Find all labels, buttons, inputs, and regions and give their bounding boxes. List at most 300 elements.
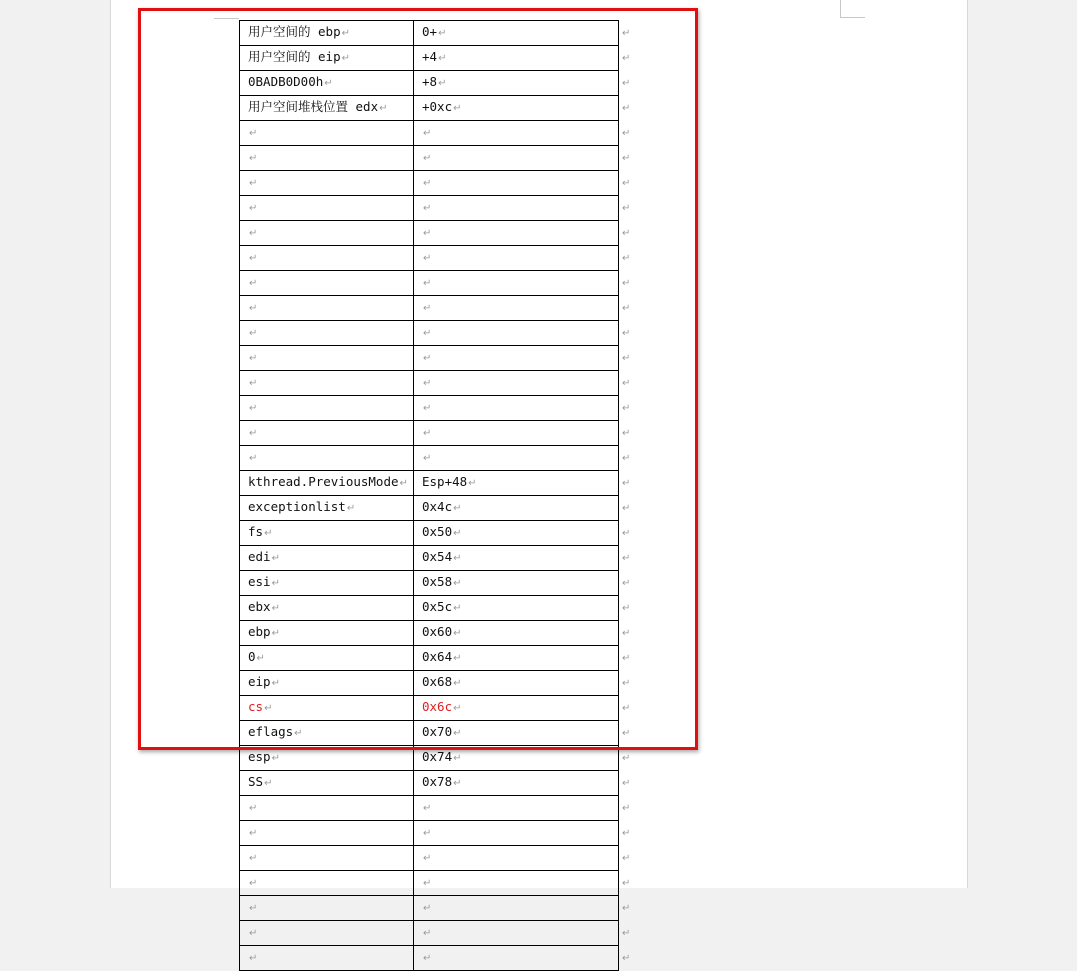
- paragraph-mark-icon: ↵: [271, 753, 280, 764]
- row-end-mark-icon: ↵: [622, 778, 631, 789]
- paragraph-mark-icon: ↵: [423, 278, 432, 289]
- cell-text: 用户空间的 ebp: [248, 24, 341, 39]
- row-end-mark-icon: ↵: [622, 503, 631, 514]
- table-row: [240, 796, 637, 821]
- cell-offset[interactable]: [414, 821, 619, 846]
- cell-field-name[interactable]: [240, 46, 414, 71]
- cell-text: 0x64: [422, 649, 453, 664]
- table-row: [240, 746, 637, 771]
- table-row: [240, 246, 637, 271]
- table-row: [240, 121, 637, 146]
- row-end-marker: [619, 446, 637, 471]
- cell-field-name[interactable]: [240, 621, 414, 646]
- cell-offset[interactable]: [414, 596, 619, 621]
- stack-layout-table[interactable]: [239, 20, 637, 971]
- cell-offset[interactable]: [414, 321, 619, 346]
- row-end-marker: [619, 646, 637, 671]
- cell-field-name[interactable]: [240, 71, 414, 96]
- row-end-mark-icon: ↵: [622, 528, 631, 539]
- row-end-mark-icon: ↵: [622, 78, 631, 89]
- cell-offset[interactable]: [414, 446, 619, 471]
- cell-field-name[interactable]: [240, 646, 414, 671]
- table-row: [240, 596, 637, 621]
- cell-text: 0x4c: [422, 499, 453, 514]
- table-row: [240, 871, 637, 896]
- cell-offset[interactable]: [414, 171, 619, 196]
- row-end-marker: [619, 671, 637, 696]
- table-row: [240, 71, 637, 96]
- paragraph-mark-icon: ↵: [249, 428, 258, 439]
- cell-text: cs: [248, 699, 264, 714]
- paragraph-mark-icon: ↵: [249, 403, 258, 414]
- paragraph-mark-icon: ↵: [423, 878, 432, 889]
- cell-text: 用户空间的 eip: [248, 49, 341, 64]
- row-end-marker: [619, 46, 637, 71]
- row-end-mark-icon: ↵: [622, 453, 631, 464]
- row-end-marker: [619, 371, 637, 396]
- table-row: [240, 421, 637, 446]
- table-row: [240, 271, 637, 296]
- paragraph-mark-icon: ↵: [346, 503, 356, 514]
- row-end-marker: [619, 396, 637, 421]
- table-row: [240, 446, 637, 471]
- cell-text: +8: [422, 74, 438, 89]
- paragraph-mark-icon: ↵: [264, 703, 273, 714]
- cell-field-name[interactable]: [240, 496, 414, 521]
- row-end-marker: [619, 571, 637, 596]
- paragraph-mark-icon: ↵: [249, 153, 258, 164]
- table-row: [240, 196, 637, 221]
- row-end-mark-icon: ↵: [622, 478, 631, 489]
- row-end-mark-icon: ↵: [622, 903, 631, 914]
- paragraph-mark-icon: ↵: [249, 128, 258, 139]
- cell-field-name[interactable]: [240, 96, 414, 121]
- paragraph-mark-icon: ↵: [423, 328, 432, 339]
- row-end-marker: [619, 221, 637, 246]
- paragraph-mark-icon: ↵: [423, 153, 432, 164]
- cell-field-name[interactable]: [240, 896, 414, 921]
- cell-offset[interactable]: [414, 671, 619, 696]
- cell-field-name[interactable]: [240, 846, 414, 871]
- row-end-marker: [619, 721, 637, 746]
- row-end-mark-icon: ↵: [622, 378, 631, 389]
- row-end-mark-icon: ↵: [622, 653, 631, 664]
- row-end-mark-icon: ↵: [622, 303, 631, 314]
- row-end-marker: [619, 596, 637, 621]
- paragraph-mark-icon: ↵: [341, 53, 350, 64]
- cell-field-name[interactable]: [240, 821, 414, 846]
- cell-offset[interactable]: [414, 46, 619, 71]
- row-end-mark-icon: ↵: [622, 278, 631, 289]
- row-end-marker: [619, 821, 637, 846]
- cell-offset[interactable]: [414, 346, 619, 371]
- cell-text: eflags: [248, 724, 294, 739]
- cell-text: fs: [248, 524, 264, 539]
- cell-text: 0x60: [422, 624, 453, 639]
- row-end-marker: [619, 421, 637, 446]
- row-end-mark-icon: ↵: [622, 678, 631, 689]
- cell-field-name[interactable]: [240, 171, 414, 196]
- row-end-marker: [619, 321, 637, 346]
- table-row: [240, 521, 637, 546]
- cell-field-name[interactable]: [240, 421, 414, 446]
- row-end-marker: [619, 796, 637, 821]
- cell-field-name[interactable]: [240, 571, 414, 596]
- row-end-marker: [619, 71, 637, 96]
- cell-field-name[interactable]: [240, 246, 414, 271]
- row-end-mark-icon: ↵: [622, 603, 631, 614]
- paragraph-mark-icon: ↵: [423, 803, 432, 814]
- cell-field-name[interactable]: [240, 746, 414, 771]
- cell-offset[interactable]: [414, 896, 619, 921]
- paragraph-mark-icon: ↵: [438, 53, 447, 64]
- cell-offset[interactable]: [414, 121, 619, 146]
- cell-text: exceptionlist: [248, 499, 346, 514]
- cell-offset[interactable]: [414, 696, 619, 721]
- row-end-mark-icon: ↵: [622, 853, 631, 864]
- paragraph-mark-icon: ↵: [453, 678, 462, 689]
- paragraph-mark-icon: ↵: [249, 328, 258, 339]
- row-end-marker: [619, 546, 637, 571]
- row-end-mark-icon: ↵: [622, 53, 631, 64]
- row-end-marker: [619, 946, 637, 971]
- cell-text: 0+: [422, 24, 438, 39]
- cell-offset[interactable]: [414, 221, 619, 246]
- cell-offset[interactable]: [414, 271, 619, 296]
- margin-corner-mark-left: [214, 18, 239, 19]
- paragraph-mark-icon: ↵: [468, 478, 477, 489]
- cell-offset[interactable]: [414, 146, 619, 171]
- cell-text: ebp: [248, 624, 271, 639]
- cell-offset[interactable]: [414, 846, 619, 871]
- table-row: [240, 96, 637, 121]
- cell-offset[interactable]: [414, 396, 619, 421]
- table-row: [240, 21, 637, 46]
- row-end-mark-icon: ↵: [622, 178, 631, 189]
- cell-text: 0x70: [422, 724, 453, 739]
- paragraph-mark-icon: ↵: [379, 103, 388, 114]
- cell-offset[interactable]: [414, 646, 619, 671]
- cell-offset[interactable]: [414, 946, 619, 971]
- row-end-mark-icon: ↵: [622, 578, 631, 589]
- table-row: [240, 846, 637, 871]
- table-row: [240, 771, 637, 796]
- row-end-marker: [619, 846, 637, 871]
- paragraph-mark-icon: ↵: [256, 653, 265, 664]
- cell-field-name[interactable]: [240, 221, 414, 246]
- row-end-mark-icon: ↵: [622, 353, 631, 364]
- cell-text: 0: [248, 649, 256, 664]
- cell-text: SS: [248, 774, 264, 789]
- table-row: [240, 646, 637, 671]
- paragraph-mark-icon: ↵: [249, 203, 258, 214]
- row-end-marker: [619, 496, 637, 521]
- cell-field-name[interactable]: [240, 796, 414, 821]
- paragraph-mark-icon: ↵: [453, 753, 462, 764]
- paragraph-mark-icon: ↵: [271, 553, 280, 564]
- row-end-marker: [619, 346, 637, 371]
- paragraph-mark-icon: ↵: [249, 253, 258, 264]
- cell-offset[interactable]: [414, 296, 619, 321]
- cell-text: esp: [248, 749, 271, 764]
- paragraph-mark-icon: ↵: [249, 278, 258, 289]
- row-end-mark-icon: ↵: [622, 228, 631, 239]
- cell-field-name[interactable]: [240, 921, 414, 946]
- cell-text: ebx: [248, 599, 271, 614]
- paragraph-mark-icon: ↵: [249, 353, 258, 364]
- table-row: [240, 896, 637, 921]
- cell-text: 0x74: [422, 749, 453, 764]
- cell-field-name[interactable]: [240, 596, 414, 621]
- paragraph-mark-icon: ↵: [438, 28, 447, 39]
- cell-field-name[interactable]: [240, 771, 414, 796]
- cell-field-name[interactable]: [240, 121, 414, 146]
- table-row: [240, 221, 637, 246]
- cell-text: 0x6c: [422, 699, 453, 714]
- paragraph-mark-icon: ↵: [249, 228, 258, 239]
- paragraph-mark-icon: ↵: [423, 253, 432, 264]
- row-end-marker: [619, 246, 637, 271]
- row-end-marker: [619, 871, 637, 896]
- cell-offset[interactable]: [414, 421, 619, 446]
- cell-text: 0BADB0D00h: [248, 74, 324, 89]
- row-end-mark-icon: ↵: [622, 103, 631, 114]
- paragraph-mark-icon: ↵: [423, 303, 432, 314]
- table-row: [240, 671, 637, 696]
- cell-offset[interactable]: [414, 196, 619, 221]
- table-row: [240, 346, 637, 371]
- paragraph-mark-icon: ↵: [423, 178, 432, 189]
- cell-text: esi: [248, 574, 271, 589]
- table-row: [240, 471, 637, 496]
- row-end-marker: [619, 171, 637, 196]
- paragraph-mark-icon: ↵: [453, 553, 462, 564]
- table-row: [240, 921, 637, 946]
- paragraph-mark-icon: ↵: [453, 103, 462, 114]
- paragraph-mark-icon: ↵: [453, 778, 462, 789]
- cell-offset[interactable]: [414, 771, 619, 796]
- row-end-marker: [619, 621, 637, 646]
- row-end-marker: [619, 921, 637, 946]
- cell-text: 0x5c: [422, 599, 453, 614]
- paragraph-mark-icon: ↵: [453, 528, 462, 539]
- paragraph-mark-icon: ↵: [423, 828, 432, 839]
- row-end-mark-icon: ↵: [622, 803, 631, 814]
- table-row: [240, 621, 637, 646]
- cell-field-name[interactable]: [240, 471, 414, 496]
- cell-field-name[interactable]: [240, 296, 414, 321]
- paragraph-mark-icon: ↵: [324, 78, 333, 89]
- paragraph-mark-icon: ↵: [249, 828, 258, 839]
- cell-offset[interactable]: [414, 496, 619, 521]
- paragraph-mark-icon: ↵: [249, 803, 258, 814]
- row-end-mark-icon: ↵: [622, 153, 631, 164]
- cell-offset[interactable]: [414, 371, 619, 396]
- row-end-marker: [619, 771, 637, 796]
- table-row: [240, 546, 637, 571]
- cell-text: 用户空间堆栈位置 edx: [248, 99, 379, 114]
- cell-offset[interactable]: [414, 21, 619, 46]
- paragraph-mark-icon: ↵: [249, 378, 258, 389]
- paragraph-mark-icon: ↵: [249, 853, 258, 864]
- cell-field-name[interactable]: [240, 321, 414, 346]
- row-end-mark-icon: ↵: [622, 403, 631, 414]
- paragraph-mark-icon: ↵: [264, 528, 273, 539]
- paragraph-mark-icon: ↵: [453, 503, 462, 514]
- table-row: [240, 496, 637, 521]
- table-row: [240, 146, 637, 171]
- row-end-mark-icon: ↵: [622, 728, 631, 739]
- row-end-mark-icon: ↵: [622, 628, 631, 639]
- paragraph-mark-icon: ↵: [423, 228, 432, 239]
- table-row: [240, 171, 637, 196]
- cell-text: 0x50: [422, 524, 453, 539]
- paragraph-mark-icon: ↵: [423, 903, 432, 914]
- paragraph-mark-icon: ↵: [423, 128, 432, 139]
- table-row: [240, 46, 637, 71]
- paragraph-mark-icon: ↵: [341, 28, 350, 39]
- cell-offset[interactable]: [414, 921, 619, 946]
- cell-field-name[interactable]: [240, 721, 414, 746]
- cell-field-name[interactable]: [240, 521, 414, 546]
- cell-field-name[interactable]: [240, 146, 414, 171]
- row-end-mark-icon: ↵: [622, 753, 631, 764]
- cell-text: kthread.PreviousMode: [248, 474, 399, 489]
- cell-field-name[interactable]: [240, 271, 414, 296]
- cell-offset[interactable]: [414, 96, 619, 121]
- cell-offset[interactable]: [414, 246, 619, 271]
- row-end-marker: [619, 896, 637, 921]
- row-end-marker: [619, 746, 637, 771]
- row-end-mark-icon: ↵: [622, 878, 631, 889]
- cell-offset[interactable]: [414, 871, 619, 896]
- cell-field-name[interactable]: [240, 546, 414, 571]
- paragraph-mark-icon: ↵: [423, 353, 432, 364]
- paragraph-mark-icon: ↵: [423, 928, 432, 939]
- paragraph-mark-icon: ↵: [271, 678, 280, 689]
- row-end-mark-icon: ↵: [622, 28, 631, 39]
- cell-text: 0x78: [422, 774, 453, 789]
- cell-field-name[interactable]: [240, 671, 414, 696]
- row-end-mark-icon: ↵: [622, 703, 631, 714]
- cell-offset[interactable]: [414, 71, 619, 96]
- cell-text: 0x58: [422, 574, 453, 589]
- table-row: [240, 571, 637, 596]
- cell-text: +4: [422, 49, 438, 64]
- paragraph-mark-icon: ↵: [453, 703, 462, 714]
- paragraph-mark-icon: ↵: [423, 853, 432, 864]
- paragraph-mark-icon: ↵: [249, 878, 258, 889]
- paragraph-mark-icon: ↵: [249, 903, 258, 914]
- paragraph-mark-icon: ↵: [423, 428, 432, 439]
- row-end-marker: [619, 196, 637, 221]
- cell-offset[interactable]: [414, 621, 619, 646]
- cell-offset[interactable]: [414, 721, 619, 746]
- cell-offset[interactable]: [414, 471, 619, 496]
- paragraph-mark-icon: ↵: [249, 453, 258, 464]
- paragraph-mark-icon: ↵: [399, 478, 408, 489]
- table-row: [240, 821, 637, 846]
- cell-text: Esp+48: [422, 474, 468, 489]
- cell-field-name[interactable]: [240, 396, 414, 421]
- row-end-mark-icon: ↵: [622, 203, 631, 214]
- paragraph-mark-icon: ↵: [271, 578, 280, 589]
- row-end-mark-icon: ↵: [622, 428, 631, 439]
- cell-text: 0x54: [422, 549, 453, 564]
- cell-field-name[interactable]: [240, 21, 414, 46]
- paragraph-mark-icon: ↵: [423, 378, 432, 389]
- row-end-marker: [619, 271, 637, 296]
- cell-text: eip: [248, 674, 271, 689]
- table-row: [240, 396, 637, 421]
- paragraph-mark-icon: ↵: [453, 653, 462, 664]
- row-end-marker: [619, 121, 637, 146]
- cell-field-name[interactable]: [240, 196, 414, 221]
- cell-offset[interactable]: [414, 746, 619, 771]
- row-end-marker: [619, 696, 637, 721]
- cell-offset[interactable]: [414, 521, 619, 546]
- row-end-marker: [619, 471, 637, 496]
- cell-field-name[interactable]: [240, 346, 414, 371]
- row-end-mark-icon: ↵: [622, 828, 631, 839]
- row-end-marker: [619, 296, 637, 321]
- row-end-marker: [619, 521, 637, 546]
- paragraph-mark-icon: ↵: [423, 403, 432, 414]
- table-row: [240, 296, 637, 321]
- cell-offset[interactable]: [414, 546, 619, 571]
- paragraph-mark-icon: ↵: [453, 578, 462, 589]
- cell-field-name[interactable]: [240, 446, 414, 471]
- paragraph-mark-icon: ↵: [453, 728, 462, 739]
- row-end-marker: [619, 146, 637, 171]
- row-end-mark-icon: ↵: [622, 928, 631, 939]
- cell-offset[interactable]: [414, 796, 619, 821]
- paragraph-mark-icon: ↵: [271, 603, 280, 614]
- paragraph-mark-icon: ↵: [423, 203, 432, 214]
- row-end-mark-icon: ↵: [622, 328, 631, 339]
- paragraph-mark-icon: ↵: [249, 928, 258, 939]
- margin-corner-mark-right: [840, 0, 865, 18]
- paragraph-mark-icon: ↵: [264, 778, 273, 789]
- row-end-mark-icon: ↵: [622, 128, 631, 139]
- cell-text: +0xc: [422, 99, 453, 114]
- row-end-mark-icon: ↵: [622, 553, 631, 564]
- row-end-marker: [619, 96, 637, 121]
- cell-field-name[interactable]: [240, 871, 414, 896]
- table-row: [240, 721, 637, 746]
- table-row: [240, 371, 637, 396]
- cell-field-name[interactable]: [240, 371, 414, 396]
- cell-text: edi: [248, 549, 271, 564]
- cell-field-name[interactable]: [240, 946, 414, 971]
- table-row: [240, 321, 637, 346]
- cell-offset[interactable]: [414, 571, 619, 596]
- row-end-marker: [619, 21, 637, 46]
- table-row: [240, 946, 637, 971]
- row-end-mark-icon: ↵: [622, 253, 631, 264]
- paragraph-mark-icon: ↵: [294, 728, 303, 739]
- paragraph-mark-icon: ↵: [249, 178, 258, 189]
- cell-field-name[interactable]: [240, 696, 414, 721]
- paragraph-mark-icon: ↵: [453, 628, 462, 639]
- paragraph-mark-icon: ↵: [438, 78, 447, 89]
- paragraph-mark-icon: ↵: [423, 453, 432, 464]
- paragraph-mark-icon: ↵: [423, 953, 432, 964]
- paragraph-mark-icon: ↵: [249, 303, 258, 314]
- cell-text: 0x68: [422, 674, 453, 689]
- paragraph-mark-icon: ↵: [271, 628, 280, 639]
- row-end-mark-icon: ↵: [622, 953, 631, 964]
